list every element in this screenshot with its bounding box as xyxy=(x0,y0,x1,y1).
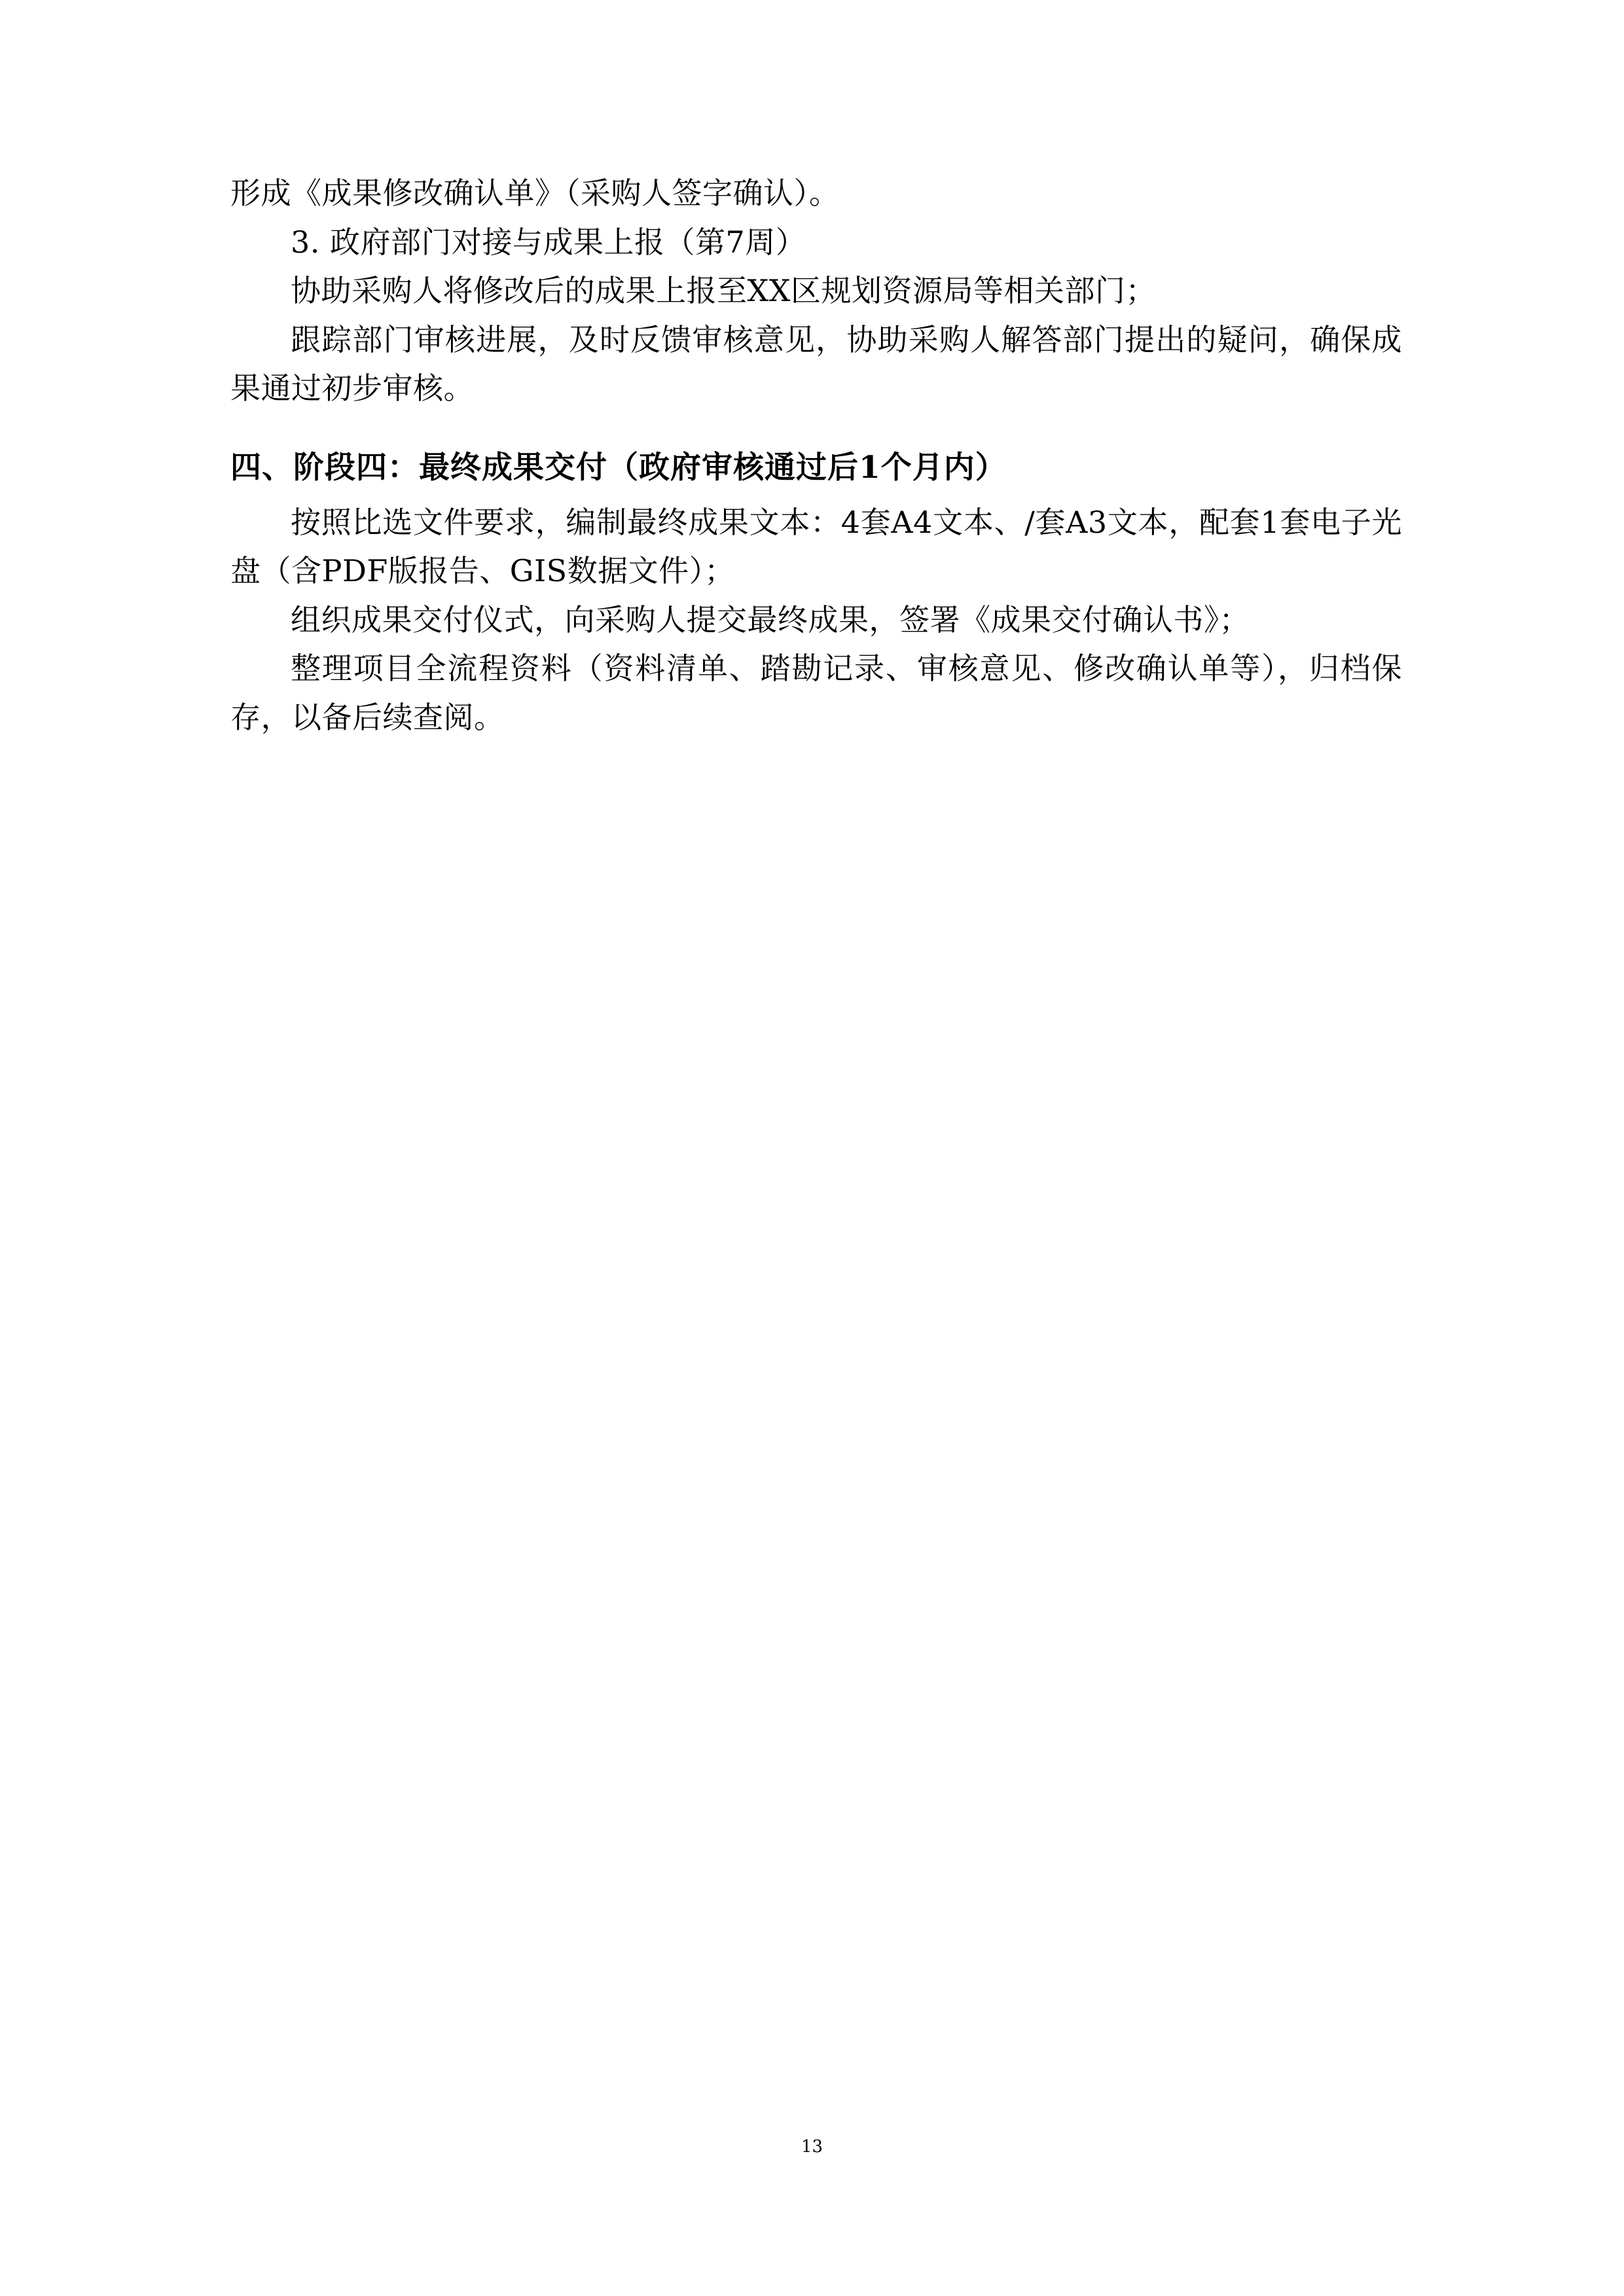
paragraph-section-four-body-1: 按照比选文件要求，编制最终成果文本：4套A4文本、/套A3文本，配套1套电子光盘（含PDF版报告、GIS数据文件）； xyxy=(230,504,1402,589)
document-body xyxy=(230,169,1402,742)
paragraph-item-3-body-2: 跟踪部门审核进展，及时反馈审核意见，协助采购人解答部门提出的疑问，确保成果通过初步审核。 xyxy=(230,321,1402,406)
page-number-footer: 13 xyxy=(801,2137,823,2157)
paragraph-item-3-title: 3. 政府部门对接与成果上报（第7周） xyxy=(291,224,806,260)
paragraph-continuation: 形成《成果修改确认单》（采购人签字确认）。 xyxy=(230,175,840,211)
section-heading-four: 四、阶段四：最终成果交付（政府审核通过后1个月内） xyxy=(230,449,1007,486)
paragraph-item-3-body-1: 协助采购人将修改后的成果上报至XX区规划资源局等相关部门； xyxy=(291,273,1156,309)
paragraph-section-four-body-2: 组织成果交付仪式，向采购人提交最终成果，签署《成果交付确认书》； xyxy=(291,601,1250,637)
paragraph-section-four-body-3: 整理项目全流程资料（资料清单、踏勘记录、审核意见、修改确认单等），归档保存，以备后续查阅。 xyxy=(230,651,1402,735)
